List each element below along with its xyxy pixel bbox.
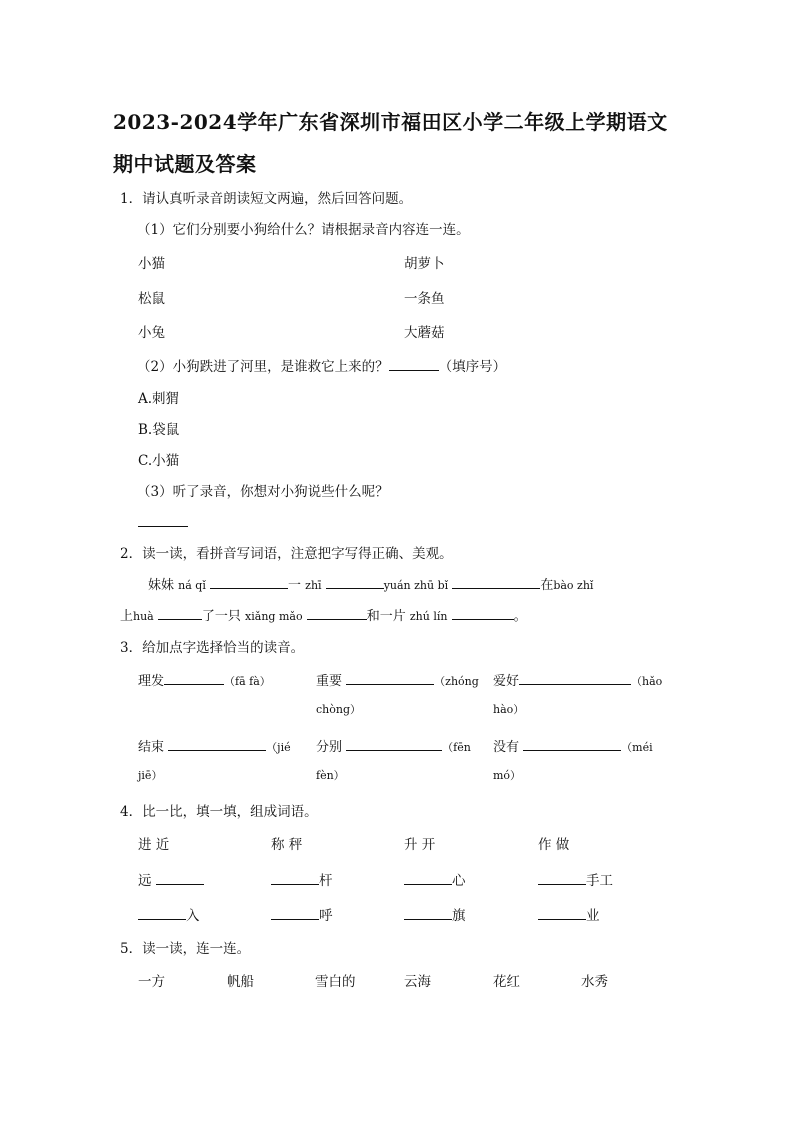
match-word: 一方 bbox=[138, 974, 165, 990]
answer-blank[interactable] bbox=[538, 872, 586, 885]
answer-blank[interactable] bbox=[389, 358, 439, 371]
pinyin-choice: （jié bbox=[266, 741, 291, 754]
q3-item bbox=[316, 670, 479, 689]
pinyin: huà bbox=[133, 610, 154, 623]
answer-blank[interactable] bbox=[158, 607, 202, 620]
q3-item bbox=[493, 736, 653, 755]
answer-blank[interactable] bbox=[168, 738, 266, 751]
pinyin: zhú lín bbox=[409, 610, 448, 623]
sub2-tail: （填序号） bbox=[438, 359, 507, 375]
char: 旗 bbox=[452, 908, 466, 924]
answer-blank[interactable] bbox=[404, 907, 452, 920]
document-title-line2: 期中试题及答案 bbox=[113, 152, 257, 176]
question-1-stem: 1．请认真听录音朗读短文两遍，然后回答问题。 bbox=[120, 191, 413, 207]
question-2-stem: 2．读一读，看拼音写词语，注意把字写得正确、美观。 bbox=[120, 546, 453, 562]
sub2-text: （2）小狗跌进了河里，是谁救它上来的？ bbox=[137, 359, 389, 375]
fill-item bbox=[271, 904, 333, 924]
match-word: 帆船 bbox=[227, 974, 254, 990]
pinyin-choice: （zhóng bbox=[434, 675, 479, 688]
fill-item bbox=[138, 904, 200, 924]
match-word: 云海 bbox=[404, 974, 431, 990]
pinyin-choice: （méi bbox=[621, 741, 653, 754]
pinyin: zhī bbox=[305, 579, 322, 592]
char: 业 bbox=[586, 908, 600, 924]
pinyin-choice: （fā fà） bbox=[224, 675, 271, 688]
fill-item bbox=[138, 869, 204, 889]
char: 呼 bbox=[319, 908, 333, 924]
question-5-stem: 5．读一读，连一连。 bbox=[120, 941, 251, 957]
char-pair: 进 近 bbox=[138, 837, 170, 853]
answer-blank[interactable] bbox=[271, 872, 319, 885]
answer-blank[interactable] bbox=[326, 576, 384, 589]
match-right-item: 胡萝卜 bbox=[404, 256, 445, 272]
pinyin-choice: （hǎo bbox=[631, 675, 663, 688]
pinyin-choice: （fēn bbox=[442, 741, 471, 754]
answer-blank[interactable] bbox=[271, 907, 319, 920]
option-a: A.刺猬 bbox=[138, 391, 180, 407]
q3-item bbox=[138, 736, 291, 755]
pinyin: ná qǐ bbox=[178, 579, 206, 592]
char: 手工 bbox=[586, 873, 613, 889]
word: 重要 bbox=[316, 674, 343, 689]
pinyin-choice-cont: fèn） bbox=[316, 769, 345, 782]
answer-blank[interactable] bbox=[210, 576, 288, 589]
pinyin: yuán zhū bǐ bbox=[383, 579, 449, 592]
answer-blank[interactable] bbox=[346, 738, 442, 751]
char: 入 bbox=[186, 908, 200, 924]
match-right-item: 一条鱼 bbox=[404, 291, 445, 307]
char: 心 bbox=[452, 873, 466, 889]
question-4-stem: 4．比一比，填一填，组成词语。 bbox=[120, 804, 318, 820]
answer-blank[interactable] bbox=[346, 672, 434, 685]
fill-item bbox=[538, 904, 600, 924]
question-1-sub2 bbox=[137, 355, 506, 375]
q2-line-2 bbox=[120, 605, 527, 624]
fill-item bbox=[404, 869, 466, 889]
text-segment: 了一只 bbox=[201, 609, 241, 624]
answer-blank[interactable] bbox=[138, 526, 188, 527]
fill-item bbox=[271, 869, 333, 889]
match-left-item: 小兔 bbox=[138, 325, 165, 341]
q3-item bbox=[138, 670, 271, 689]
text-segment: 上 bbox=[120, 609, 134, 624]
match-right-item: 大蘑菇 bbox=[404, 325, 445, 341]
word: 爱好 bbox=[493, 674, 520, 689]
word: 没有 bbox=[493, 740, 520, 755]
pinyin-choice-cont: hào） bbox=[493, 703, 525, 716]
fill-item bbox=[538, 869, 613, 889]
q2-line-1 bbox=[148, 574, 593, 593]
text-segment: 和一片 bbox=[366, 609, 406, 624]
option-b: B.袋鼠 bbox=[138, 422, 180, 438]
pinyin-choice-cont: chòng） bbox=[316, 703, 361, 716]
word: 结束 bbox=[138, 740, 165, 755]
q3-item bbox=[493, 670, 662, 689]
word: 理发 bbox=[138, 674, 165, 689]
pinyin: xiǎng mǎo bbox=[245, 610, 303, 623]
answer-blank[interactable] bbox=[538, 907, 586, 920]
match-word: 雪白的 bbox=[315, 974, 356, 990]
fill-item bbox=[404, 904, 466, 924]
text-segment: 。 bbox=[513, 609, 527, 624]
char: 远 bbox=[138, 873, 152, 889]
char-pair: 升 开 bbox=[404, 837, 436, 853]
pinyin: bào zhǐ bbox=[553, 579, 594, 592]
question-1-sub1: （1）它们分别要小狗给什么？请根据录音内容连一连。 bbox=[137, 222, 470, 238]
question-3-stem: 3．给加点字选择恰当的读音。 bbox=[120, 640, 305, 656]
answer-blank[interactable] bbox=[156, 872, 204, 885]
pinyin-choice-cont: mó） bbox=[493, 769, 522, 782]
char-pair: 称 秤 bbox=[271, 837, 303, 853]
answer-blank[interactable] bbox=[523, 738, 621, 751]
pinyin-choice-cont: jiē） bbox=[138, 769, 163, 782]
document-title-line1: 2023-2024学年广东省深圳市福田区小学二年级上学期语文 bbox=[113, 110, 668, 134]
answer-blank[interactable] bbox=[519, 672, 631, 685]
answer-blank[interactable] bbox=[452, 607, 514, 620]
q3-item bbox=[316, 736, 471, 755]
answer-blank[interactable] bbox=[404, 872, 452, 885]
match-word: 水秀 bbox=[581, 974, 608, 990]
match-word: 花红 bbox=[493, 974, 520, 990]
char: 杆 bbox=[319, 873, 333, 889]
answer-blank[interactable] bbox=[138, 907, 186, 920]
text-segment: 一 bbox=[288, 578, 302, 593]
text-segment: 在 bbox=[540, 578, 554, 593]
match-left-item: 松鼠 bbox=[138, 291, 165, 307]
text-segment: 妹妹 bbox=[148, 578, 175, 593]
answer-blank[interactable] bbox=[307, 607, 367, 620]
answer-blank[interactable] bbox=[164, 672, 224, 685]
option-c: C.小猫 bbox=[138, 453, 180, 469]
word: 分别 bbox=[316, 740, 343, 755]
match-left-item: 小猫 bbox=[138, 256, 165, 272]
question-1-sub3: （3）听了录音，你想对小狗说些什么呢？ bbox=[137, 484, 389, 500]
answer-blank[interactable] bbox=[452, 576, 540, 589]
char-pair: 作 做 bbox=[538, 837, 570, 853]
